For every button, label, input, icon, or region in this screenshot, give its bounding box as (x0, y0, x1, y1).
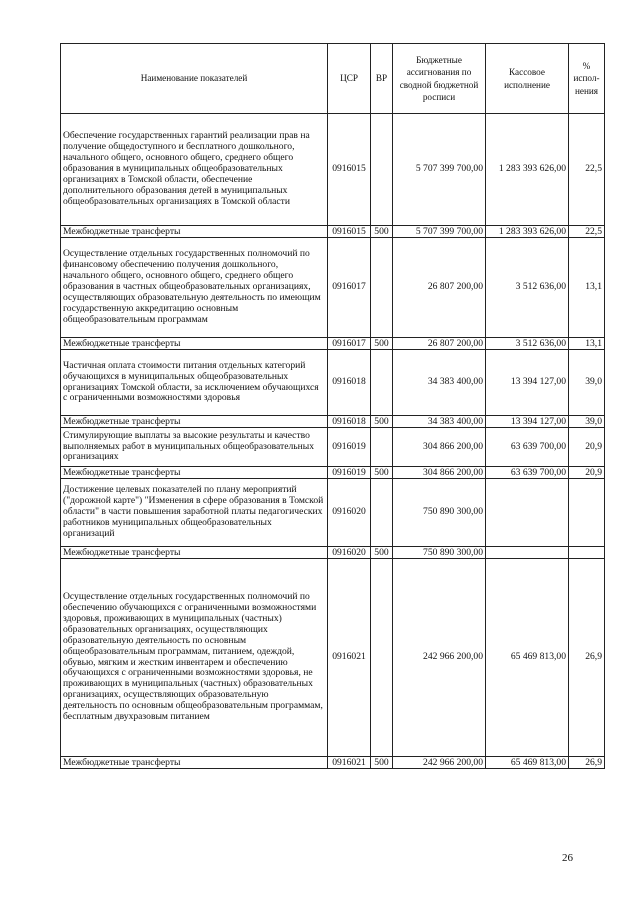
row-cash: 3 512 636,00 (486, 238, 569, 338)
row-alloc: 34 383 400,00 (393, 350, 486, 416)
row-csr: 0916019 (328, 428, 371, 467)
row-cash (486, 479, 569, 547)
row-vr (371, 350, 393, 416)
row-vr: 500 (371, 416, 393, 428)
table-row (61, 479, 605, 547)
table-row (61, 428, 605, 467)
row-csr: 0916015 (328, 226, 371, 238)
row-vr: 500 (371, 338, 393, 350)
row-name: Межбюджетные трансферты (61, 757, 328, 769)
row-name: Межбюджетные трансферты (61, 467, 328, 479)
row-csr: 0916018 (328, 416, 371, 428)
row-name: Стимулирующие выплаты за высокие результаты и качество выполняемых работ в муниципальных общеобразовательных организациях (61, 428, 328, 467)
row-pct: 20,9 (569, 467, 605, 479)
row-name: Межбюджетные трансферты (61, 226, 328, 238)
row-alloc: 5 707 399 700,00 (393, 114, 486, 226)
row-alloc: 26 807 200,00 (393, 238, 486, 338)
row-cash: 63 639 700,00 (486, 428, 569, 467)
row-vr (371, 479, 393, 547)
row-pct: 13,1 (569, 338, 605, 350)
row-alloc: 304 866 200,00 (393, 428, 486, 467)
header-pct: % испол-нения (569, 44, 605, 114)
row-cash: 65 469 813,00 (486, 559, 569, 757)
row-vr (371, 428, 393, 467)
row-pct: 20,9 (569, 428, 605, 467)
table-row (61, 338, 605, 350)
row-vr: 500 (371, 467, 393, 479)
row-vr (371, 238, 393, 338)
row-csr: 0916017 (328, 338, 371, 350)
row-alloc: 34 383 400,00 (393, 416, 486, 428)
row-cash: 1 283 393 626,00 (486, 226, 569, 238)
row-csr: 0916019 (328, 467, 371, 479)
row-pct (569, 479, 605, 547)
table-row (61, 114, 605, 226)
row-cash: 3 512 636,00 (486, 338, 569, 350)
row-vr: 500 (371, 547, 393, 559)
row-pct: 26,9 (569, 559, 605, 757)
row-pct: 39,0 (569, 350, 605, 416)
row-name: Осуществление отдельных государственных полномочий по финансовому обеспечению получения дошкольного, начального общего, основного общего, среднего общего образования в частных общеобразовательных организациях, осуществляющих образовательную деятельность по имеющим государственную аккредитацию основным общеобразовательным программам (61, 238, 328, 338)
row-alloc: 750 890 300,00 (393, 547, 486, 559)
row-cash: 13 394 127,00 (486, 416, 569, 428)
row-alloc: 5 707 399 700,00 (393, 226, 486, 238)
row-csr: 0916021 (328, 757, 371, 769)
table-row (61, 238, 605, 338)
row-cash: 1 283 393 626,00 (486, 114, 569, 226)
row-pct: 22,5 (569, 226, 605, 238)
row-alloc: 304 866 200,00 (393, 467, 486, 479)
header-name: Наименование показателей (61, 44, 328, 114)
header-alloc: Бюджетные ассигнования по сводной бюджетной росписи (393, 44, 486, 114)
row-cash: 65 469 813,00 (486, 757, 569, 769)
table-row (61, 226, 605, 238)
table-row (61, 547, 605, 559)
row-cash: 13 394 127,00 (486, 350, 569, 416)
row-pct: 13,1 (569, 238, 605, 338)
row-alloc: 750 890 300,00 (393, 479, 486, 547)
row-csr: 0916015 (328, 114, 371, 226)
row-pct (569, 547, 605, 559)
table-header-row (61, 44, 605, 114)
row-name: Частичная оплата стоимости питания отдельных категорий обучающихся в муниципальных общеобразовательных организациях Томской области, за исключением обучающихся с ограниченными возможностями здоровья (61, 350, 328, 416)
row-name: Осуществление отдельных государственных полномочий по обеспечению обучающихся с ограниченными возможностями здоровья, проживающих в муниципальных (частных) образовательных организациях, осуществляющих образовательную деятельность по основным общеобразовательным программам, питанием, одеждой, обувью, мягким и жестким инвентарем и обеспечению обучающихся с ограниченными возможностями здоровья, не проживающих в муниципальных (частных) образовательных организациях, осуществляющих образовательную деятельность по основным общеобразовательным программам, бесплатным двухразовым питанием (61, 559, 328, 757)
table-row (61, 350, 605, 416)
row-name: Межбюджетные трансферты (61, 416, 328, 428)
row-name: Достижение целевых показателей по плану мероприятий ("дорожной карте") "Изменения в сфере образования в Томской области" в части повышения заработной платы педагогических работников муниципальных общеобразовательных организаций (61, 479, 328, 547)
row-vr: 500 (371, 757, 393, 769)
page-number: 26 (562, 852, 573, 864)
row-csr: 0916017 (328, 238, 371, 338)
row-name: Межбюджетные трансферты (61, 547, 328, 559)
row-cash: 63 639 700,00 (486, 467, 569, 479)
row-alloc: 242 966 200,00 (393, 559, 486, 757)
table-row (61, 757, 605, 769)
row-pct: 26,9 (569, 757, 605, 769)
table-row (61, 559, 605, 757)
table-row (61, 467, 605, 479)
row-csr: 0916021 (328, 559, 371, 757)
row-pct: 39,0 (569, 416, 605, 428)
row-csr: 0916020 (328, 479, 371, 547)
row-cash (486, 547, 569, 559)
row-csr: 0916020 (328, 547, 371, 559)
row-alloc: 26 807 200,00 (393, 338, 486, 350)
row-name: Обеспечение государственных гарантий реализации прав на получение общедоступного и бесплатного дошкольного, начального общего, основного общего, среднего общего образования в муниципальных общеобразовательных организациях в Томской области, обеспечение дополнительного образования детей в муниципальных общеобразовательных организациях в Томской области (61, 114, 328, 226)
row-pct: 22,5 (569, 114, 605, 226)
row-csr: 0916018 (328, 350, 371, 416)
header-vr: ВР (371, 44, 393, 114)
header-csr: ЦСР (328, 44, 371, 114)
budget-execution-table (60, 43, 605, 769)
header-cash: Кассовое исполнение (486, 44, 569, 114)
row-name: Межбюджетные трансферты (61, 338, 328, 350)
row-vr: 500 (371, 226, 393, 238)
row-vr (371, 114, 393, 226)
row-vr (371, 559, 393, 757)
table-row (61, 416, 605, 428)
row-alloc: 242 966 200,00 (393, 757, 486, 769)
